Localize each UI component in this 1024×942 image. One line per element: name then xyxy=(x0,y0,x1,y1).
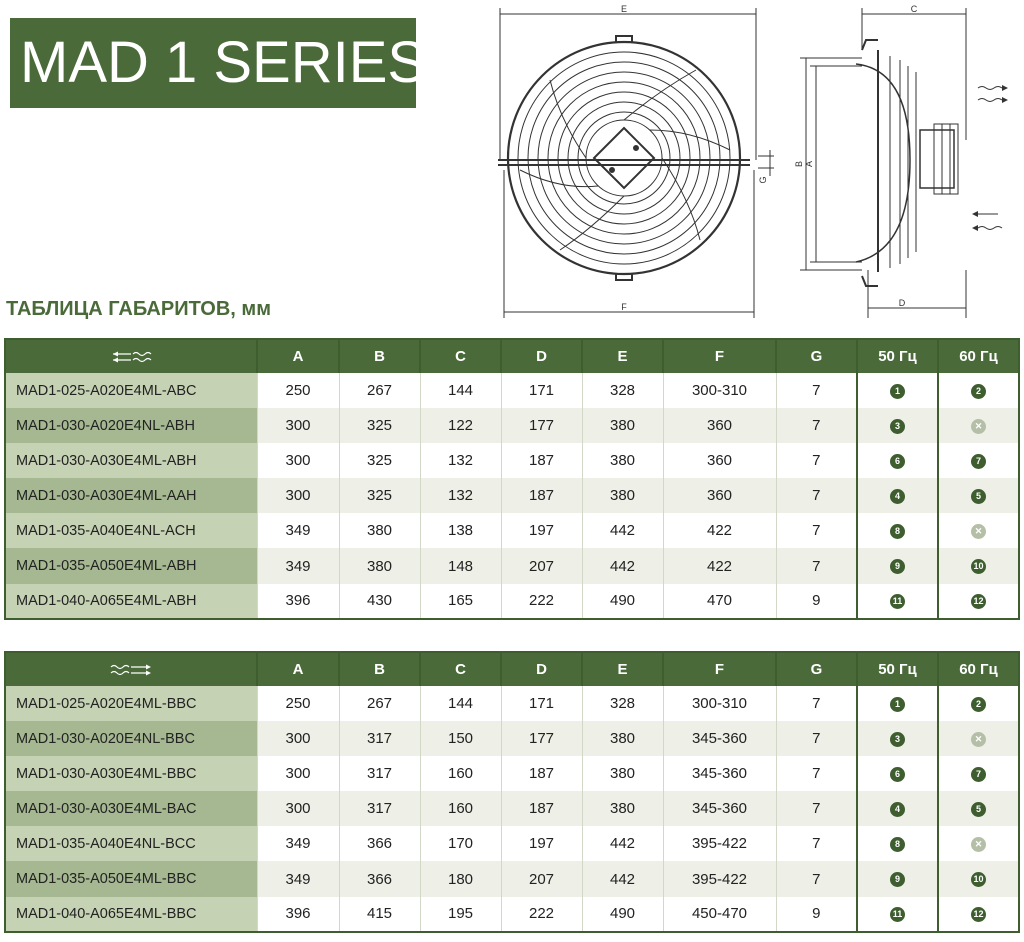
table-row xyxy=(5,721,1019,756)
dim-a-cell: 300 xyxy=(257,408,339,443)
table-row xyxy=(5,791,1019,826)
hz60-cell xyxy=(938,478,1019,513)
dim-d-cell: 171 xyxy=(501,373,582,408)
hz50-cell xyxy=(857,513,938,548)
table-row xyxy=(5,756,1019,791)
dim-c-cell: 160 xyxy=(420,791,501,826)
dim-label-b: B xyxy=(794,160,804,168)
dim-d-cell: 187 xyxy=(501,791,582,826)
col-header-c: C xyxy=(420,339,501,373)
dim-a-cell: 396 xyxy=(257,584,339,619)
hz50-cell xyxy=(857,861,938,896)
curve-number-badge: 6 xyxy=(890,454,905,469)
dim-c-cell: 150 xyxy=(420,721,501,756)
curve-number-badge: 2 xyxy=(971,384,986,399)
col-header-f: F xyxy=(663,339,776,373)
curve-number-badge: 4 xyxy=(890,802,905,817)
dim-f-cell: 422 xyxy=(663,548,776,583)
airflow-inward-icon xyxy=(109,349,153,365)
hz50-cell xyxy=(857,373,938,408)
col-header-d: D xyxy=(501,339,582,373)
dim-c-cell: 122 xyxy=(420,408,501,443)
table-row xyxy=(5,686,1019,721)
dim-f-cell: 360 xyxy=(663,478,776,513)
dim-a-cell: 300 xyxy=(257,478,339,513)
table-row xyxy=(5,826,1019,861)
col-header-e: E xyxy=(582,339,663,373)
curve-number-badge: 5 xyxy=(971,489,986,504)
table-row xyxy=(5,584,1019,619)
col-header-d: D xyxy=(501,652,582,686)
dim-e-cell: 328 xyxy=(582,373,663,408)
col-header-c: C xyxy=(420,652,501,686)
curve-number-badge: 2 xyxy=(971,697,986,712)
dim-a-cell: 300 xyxy=(257,443,339,478)
dim-e-cell: 380 xyxy=(582,791,663,826)
dim-f-cell: 345-360 xyxy=(663,756,776,791)
curve-number-badge: 10 xyxy=(971,559,986,574)
hz50-cell xyxy=(857,584,938,619)
model-name: MAD1-030-A020E4NL-ABH xyxy=(5,408,257,443)
model-name: MAD1-025-A020E4ML-BBC xyxy=(5,686,257,721)
hz60-cell xyxy=(938,584,1019,619)
dim-g-cell: 7 xyxy=(776,513,857,548)
dim-d-cell: 171 xyxy=(501,686,582,721)
dim-f-cell: 345-360 xyxy=(663,721,776,756)
dim-f-cell: 450-470 xyxy=(663,897,776,932)
airflow-outward-icon xyxy=(109,662,153,678)
hz60-cell xyxy=(938,408,1019,443)
curve-number-badge: 1 xyxy=(890,384,905,399)
hz50-cell xyxy=(857,826,938,861)
dim-e-cell: 442 xyxy=(582,826,663,861)
col-header-f: F xyxy=(663,652,776,686)
model-name: MAD1-040-A065E4ML-BBC xyxy=(5,897,257,932)
curve-number-badge: 10 xyxy=(971,872,986,887)
curve-number-badge: 12 xyxy=(971,594,986,609)
hz50-cell xyxy=(857,443,938,478)
not-available-icon: ✕ xyxy=(971,837,986,852)
table-row xyxy=(5,443,1019,478)
table-row xyxy=(5,373,1019,408)
dim-a-cell: 300 xyxy=(257,756,339,791)
dim-g-cell: 7 xyxy=(776,478,857,513)
dim-g-cell: 7 xyxy=(776,443,857,478)
dim-a-cell: 300 xyxy=(257,721,339,756)
hz50-cell xyxy=(857,548,938,583)
dim-e-cell: 490 xyxy=(582,584,663,619)
dim-b-cell: 380 xyxy=(339,513,420,548)
dim-c-cell: 170 xyxy=(420,826,501,861)
dim-b-cell: 267 xyxy=(339,373,420,408)
dim-b-cell: 415 xyxy=(339,897,420,932)
curve-number-badge: 8 xyxy=(890,524,905,539)
dim-a-cell: 250 xyxy=(257,373,339,408)
model-name: MAD1-030-A030E4ML-AAH xyxy=(5,478,257,513)
hz60-cell xyxy=(938,756,1019,791)
dim-f-cell: 300-310 xyxy=(663,373,776,408)
dim-c-cell: 160 xyxy=(420,756,501,791)
dim-d-cell: 222 xyxy=(501,584,582,619)
curve-number-badge: 7 xyxy=(971,767,986,782)
col-header-a: A xyxy=(257,339,339,373)
dim-b-cell: 430 xyxy=(339,584,420,619)
dim-b-cell: 317 xyxy=(339,721,420,756)
curve-number-badge: 3 xyxy=(890,419,905,434)
dim-g-cell: 7 xyxy=(776,791,857,826)
dim-c-cell: 148 xyxy=(420,548,501,583)
dim-label-d: D xyxy=(898,298,906,308)
model-name: MAD1-030-A030E4ML-BAC xyxy=(5,791,257,826)
curve-number-badge: 9 xyxy=(890,872,905,887)
curve-number-badge: 4 xyxy=(890,489,905,504)
airflow-direction-header xyxy=(5,339,257,373)
curve-number-badge: 11 xyxy=(890,594,905,609)
model-name: MAD1-030-A030E4ML-BBC xyxy=(5,756,257,791)
col-header-e: E xyxy=(582,652,663,686)
col-header-g: G xyxy=(776,339,857,373)
curve-number-badge: 8 xyxy=(890,837,905,852)
not-available-icon: ✕ xyxy=(971,524,986,539)
dimensions-table-outward xyxy=(4,651,1020,933)
dim-label-a: A xyxy=(804,160,814,168)
hz50-cell xyxy=(857,897,938,932)
dim-e-cell: 380 xyxy=(582,478,663,513)
dim-b-cell: 325 xyxy=(339,443,420,478)
dim-b-cell: 317 xyxy=(339,756,420,791)
hz50-cell xyxy=(857,721,938,756)
col-header-60hz: 60 Гц xyxy=(938,339,1019,373)
dim-e-cell: 380 xyxy=(582,408,663,443)
dim-c-cell: 180 xyxy=(420,861,501,896)
dim-d-cell: 207 xyxy=(501,861,582,896)
model-name: MAD1-035-A040E4NL-BCC xyxy=(5,826,257,861)
dim-d-cell: 177 xyxy=(501,721,582,756)
dim-label-c: C xyxy=(910,4,918,14)
hz60-cell xyxy=(938,513,1019,548)
hz50-cell xyxy=(857,756,938,791)
dim-e-cell: 490 xyxy=(582,897,663,932)
dim-c-cell: 132 xyxy=(420,478,501,513)
col-header-b: B xyxy=(339,339,420,373)
dim-g-cell: 7 xyxy=(776,721,857,756)
dim-d-cell: 197 xyxy=(501,513,582,548)
hz50-cell xyxy=(857,408,938,443)
dim-d-cell: 187 xyxy=(501,478,582,513)
dim-a-cell: 396 xyxy=(257,897,339,932)
dim-f-cell: 360 xyxy=(663,443,776,478)
col-header-b: B xyxy=(339,652,420,686)
dim-d-cell: 187 xyxy=(501,443,582,478)
hz60-cell xyxy=(938,791,1019,826)
fan-technical-drawing xyxy=(490,0,1024,318)
dim-f-cell: 422 xyxy=(663,513,776,548)
dim-d-cell: 197 xyxy=(501,826,582,861)
dim-g-cell: 7 xyxy=(776,826,857,861)
hz50-cell xyxy=(857,478,938,513)
col-header-a: A xyxy=(257,652,339,686)
table-row xyxy=(5,861,1019,896)
dim-a-cell: 250 xyxy=(257,686,339,721)
dim-e-cell: 442 xyxy=(582,513,663,548)
dim-b-cell: 325 xyxy=(339,408,420,443)
dimensions-table-inward xyxy=(4,338,1020,620)
dim-f-cell: 360 xyxy=(663,408,776,443)
dim-b-cell: 366 xyxy=(339,861,420,896)
col-header-g: G xyxy=(776,652,857,686)
dim-g-cell: 7 xyxy=(776,686,857,721)
dim-c-cell: 138 xyxy=(420,513,501,548)
series-title: MAD 1 SERIES xyxy=(10,18,416,108)
curve-number-badge: 5 xyxy=(971,802,986,817)
curve-number-badge: 3 xyxy=(890,732,905,747)
dim-d-cell: 207 xyxy=(501,548,582,583)
dim-c-cell: 195 xyxy=(420,897,501,932)
dim-a-cell: 300 xyxy=(257,791,339,826)
dim-g-cell: 7 xyxy=(776,373,857,408)
hz60-cell xyxy=(938,897,1019,932)
model-name: MAD1-030-A030E4ML-ABH xyxy=(5,443,257,478)
dim-e-cell: 380 xyxy=(582,443,663,478)
dim-d-cell: 222 xyxy=(501,897,582,932)
col-header-50hz: 50 Гц xyxy=(857,652,938,686)
dim-g-cell: 7 xyxy=(776,861,857,896)
table-row xyxy=(5,408,1019,443)
dim-c-cell: 165 xyxy=(420,584,501,619)
dim-f-cell: 300-310 xyxy=(663,686,776,721)
dim-b-cell: 325 xyxy=(339,478,420,513)
not-available-icon: ✕ xyxy=(971,732,986,747)
table-row xyxy=(5,513,1019,548)
hz60-cell xyxy=(938,826,1019,861)
dim-label-g: G xyxy=(758,176,768,184)
col-header-60hz: 60 Гц xyxy=(938,652,1019,686)
dim-e-cell: 328 xyxy=(582,686,663,721)
dim-f-cell: 345-360 xyxy=(663,791,776,826)
curve-number-badge: 6 xyxy=(890,767,905,782)
curve-number-badge: 7 xyxy=(971,454,986,469)
dim-a-cell: 349 xyxy=(257,548,339,583)
dim-e-cell: 380 xyxy=(582,721,663,756)
hz60-cell xyxy=(938,721,1019,756)
dim-g-cell: 7 xyxy=(776,408,857,443)
model-name: MAD1-035-A050E4ML-BBC xyxy=(5,861,257,896)
dim-d-cell: 177 xyxy=(501,408,582,443)
curve-number-badge: 11 xyxy=(890,907,905,922)
dim-a-cell: 349 xyxy=(257,513,339,548)
dim-d-cell: 187 xyxy=(501,756,582,791)
dim-f-cell: 395-422 xyxy=(663,861,776,896)
hz60-cell xyxy=(938,686,1019,721)
table-row xyxy=(5,478,1019,513)
model-name: MAD1-025-A020E4ML-ABC xyxy=(5,373,257,408)
model-name: MAD1-030-A020E4NL-BBC xyxy=(5,721,257,756)
curve-number-badge: 12 xyxy=(971,907,986,922)
col-header-50hz: 50 Гц xyxy=(857,339,938,373)
curve-number-badge: 1 xyxy=(890,697,905,712)
airflow-direction-header xyxy=(5,652,257,686)
dim-e-cell: 442 xyxy=(582,548,663,583)
dim-c-cell: 132 xyxy=(420,443,501,478)
model-name: MAD1-035-A040E4NL-ACH xyxy=(5,513,257,548)
model-name: MAD1-040-A065E4ML-ABH xyxy=(5,584,257,619)
hz60-cell xyxy=(938,373,1019,408)
hz60-cell xyxy=(938,548,1019,583)
dim-f-cell: 395-422 xyxy=(663,826,776,861)
model-name: MAD1-035-A050E4ML-ABH xyxy=(5,548,257,583)
dim-label-f: F xyxy=(621,302,627,312)
dim-e-cell: 380 xyxy=(582,756,663,791)
dim-b-cell: 267 xyxy=(339,686,420,721)
hz50-cell xyxy=(857,791,938,826)
dim-b-cell: 366 xyxy=(339,826,420,861)
dimensions-table-title: ТАБЛИЦА ГАБАРИТОВ, мм xyxy=(6,298,272,320)
dim-c-cell: 144 xyxy=(420,686,501,721)
dim-f-cell: 470 xyxy=(663,584,776,619)
hz50-cell xyxy=(857,686,938,721)
curve-number-badge: 9 xyxy=(890,559,905,574)
dim-g-cell: 7 xyxy=(776,548,857,583)
dim-g-cell: 9 xyxy=(776,897,857,932)
dim-g-cell: 9 xyxy=(776,584,857,619)
dim-a-cell: 349 xyxy=(257,826,339,861)
dim-e-cell: 442 xyxy=(582,861,663,896)
dim-c-cell: 144 xyxy=(420,373,501,408)
dim-g-cell: 7 xyxy=(776,756,857,791)
hz60-cell xyxy=(938,861,1019,896)
not-available-icon: ✕ xyxy=(971,419,986,434)
dim-label-e: E xyxy=(620,4,628,14)
dim-b-cell: 380 xyxy=(339,548,420,583)
hz60-cell xyxy=(938,443,1019,478)
dim-a-cell: 349 xyxy=(257,861,339,896)
table-row xyxy=(5,897,1019,932)
table-row xyxy=(5,548,1019,583)
dim-b-cell: 317 xyxy=(339,791,420,826)
